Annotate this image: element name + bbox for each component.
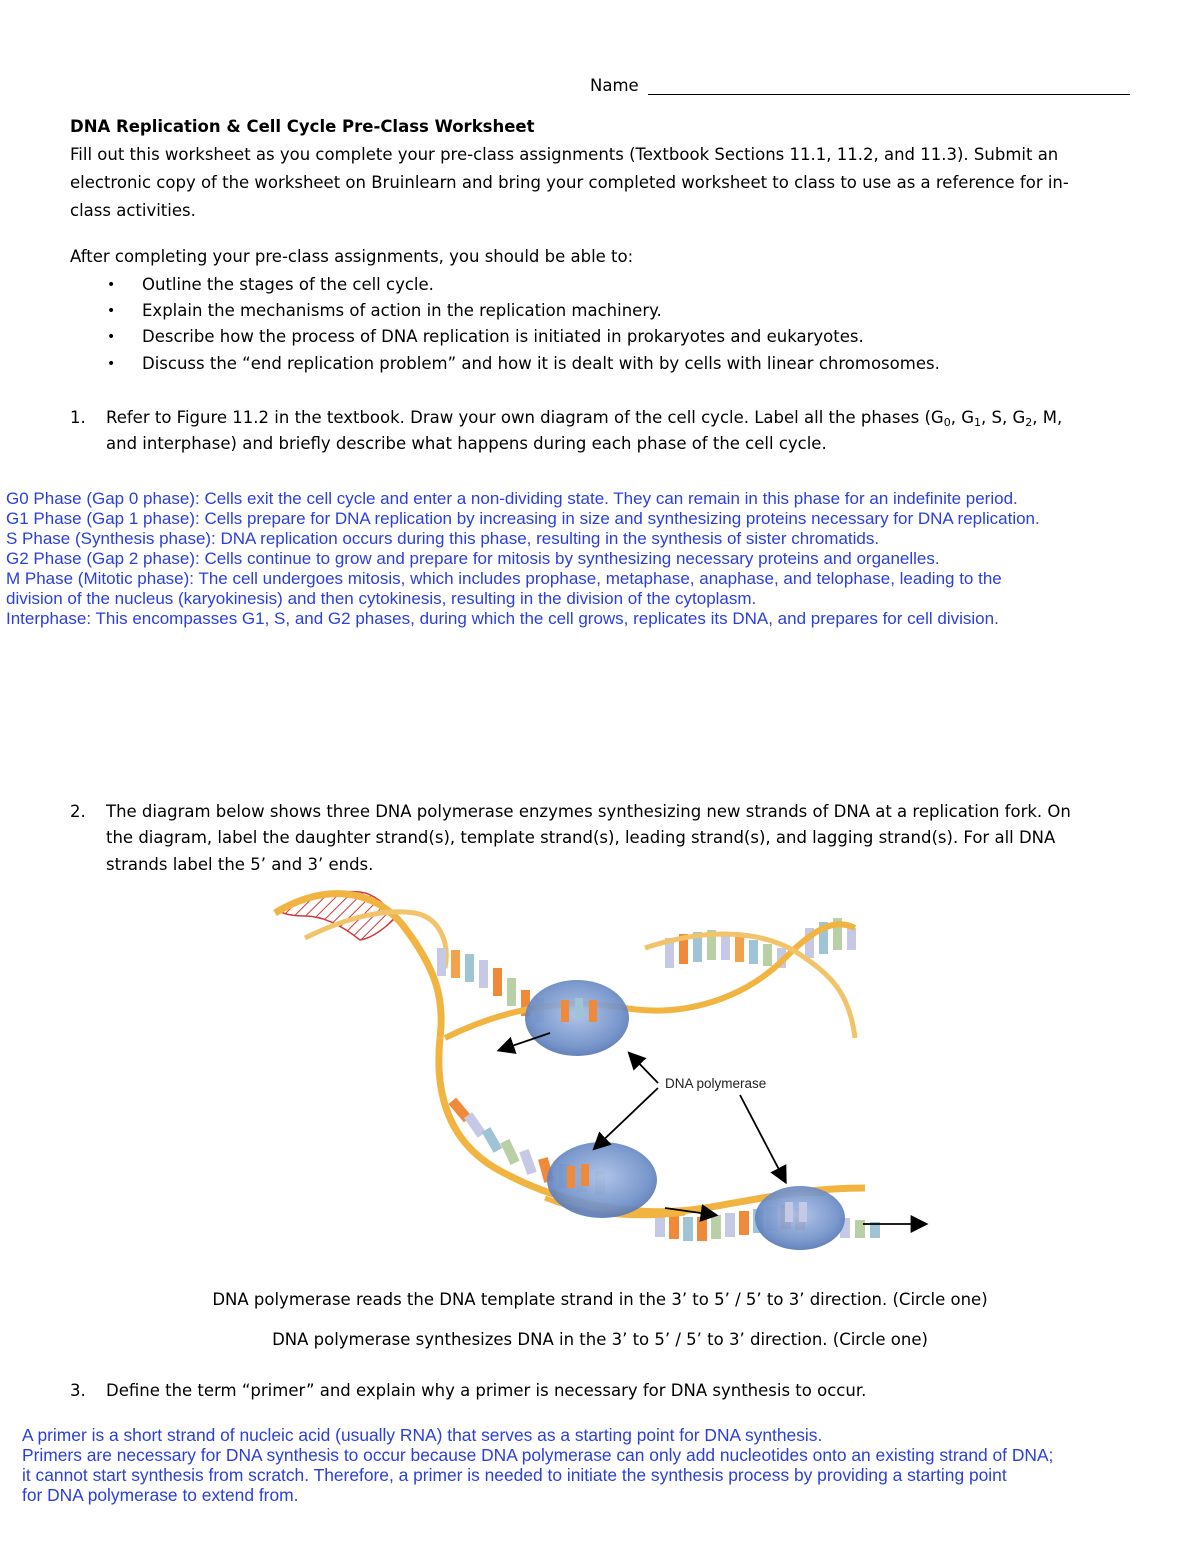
bullet-icon: • [107, 329, 116, 345]
objective-item: Discuss the “end replication problem” and how it is dealt with by cells with linear chromosomes. [142, 354, 940, 373]
answer-1-line: G2 Phase (Gap 2 phase): Cells continue to grow and prepare for mitosis by synthesizing necessary proteins and organelles. [6, 549, 940, 568]
answer-3-line: A primer is a short strand of nucleic acid (usually RNA) that serves as a starting point for DNA synthesis. [22, 1425, 823, 1445]
dna-polymerase-label: DNA polymerase [665, 1076, 767, 1091]
bullet-icon: • [107, 356, 116, 372]
question-1-number: 1. [70, 408, 86, 427]
question-3-text: Define the term “primer” and explain why a primer is necessary for DNA synthesis to occur. [106, 1381, 867, 1400]
worksheet-title: DNA Replication & Cell Cycle Pre-Class Worksheet [70, 117, 535, 136]
question-2-line: strands label the 5’ and 3’ ends. [106, 855, 374, 874]
name-label: Name [590, 76, 639, 95]
question-1-line-2: and interphase) and briefly describe what happens during each phase of the cell cycle. [106, 434, 827, 453]
question-2-line: the diagram, label the daughter strand(s), template strand(s), leading strand(s), and lagging strand(s). For all DNA [106, 828, 1056, 847]
intro-line-3: class activities. [70, 201, 196, 220]
intro-line-2: electronic copy of the worksheet on Bruinlearn and bring your completed worksheet to class to use as a reference for in- [70, 173, 1069, 192]
answer-3-line: Primers are necessary for DNA synthesis to occur because DNA polymerase can only add nucleotides onto an existing strand of DNA; [22, 1445, 1054, 1465]
answer-1-line: G0 Phase (Gap 0 phase): Cells exit the cell cycle and enter a non-dividing state. They can remain in this phase for an indefinite period. [6, 489, 1018, 508]
question-2-number: 2. [70, 802, 86, 821]
answer-1-line: Interphase: This encompasses G1, S, and G2 phases, during which the cell grows, replicates its DNA, and prepares for cell division. [6, 609, 999, 628]
bullet-icon: • [107, 277, 116, 293]
question-3-number: 3. [70, 1381, 86, 1400]
answer-1-line: M Phase (Mitotic phase): The cell undergoes mitosis, which includes prophase, metaphase, anaphase, and telophase, leading to the [6, 569, 1002, 588]
reads-direction-question[interactable]: DNA polymerase reads the DNA template strand in the 3’ to 5’ / 5’ to 3’ direction. (Circle one) [212, 1290, 988, 1309]
dna-polymerase-enzyme [755, 1186, 845, 1250]
objectives-heading: After completing your pre-class assignments, you should be able to: [70, 247, 634, 266]
replication-fork-figure [265, 888, 935, 1263]
answer-1-line: S Phase (Synthesis phase): DNA replication occurs during this phase, resulting in the synthesis of sister chromatids. [6, 529, 880, 548]
name-blank-line[interactable] [648, 94, 1130, 95]
label-pointer-arrow [740, 1095, 785, 1181]
question-1-line-1: Refer to Figure 11.2 in the textbook. Draw your own diagram of the cell cycle. Label all the phases ($G_0$, $G_1$, S, $G_2$, M, [106, 408, 1063, 429]
answer-1-line: G1 Phase (Gap 1 phase): Cells prepare for DNA replication by increasing in size and synthesizing proteins necessary for DNA replication. [6, 509, 1040, 528]
label-pointer-arrow [630, 1054, 658, 1083]
label-pointer-arrow [595, 1088, 658, 1148]
base-pairs-upper [437, 918, 856, 1022]
objective-item: Outline the stages of the cell cycle. [142, 275, 434, 294]
intro-line-1: Fill out this worksheet as you complete your pre-class assignments (Textbook Sections 11.1, 11.2, and 11.3). Submit an [70, 145, 1059, 164]
dna-polymerase-enzyme [547, 1142, 657, 1218]
upper-daughter-strand [445, 924, 855, 1038]
synthesizes-direction-question[interactable]: DNA polymerase synthesizes DNA in the 3’ to 5’ / 5’ to 3’ direction. (Circle one) [272, 1330, 928, 1349]
answer-3-line: it cannot start synthesis from scratch. Therefore, a primer is needed to initiate the synthesis process by providing a starting point [22, 1465, 1007, 1485]
objective-item: Explain the mechanisms of action in the replication machinery. [142, 301, 662, 320]
answer-3-line: for DNA polymerase to extend from. [22, 1485, 299, 1505]
objective-item: Describe how the process of DNA replication is initiated in prokaryotes and eukaryotes. [142, 327, 864, 346]
dna-polymerase-enzyme [525, 980, 629, 1056]
answer-1-line: division of the nucleus (karyokinesis) and then cytokinesis, resulting in the division of the cytoplasm. [6, 589, 757, 608]
bullet-icon: • [107, 303, 116, 319]
question-2-line: The diagram below shows three DNA polymerase enzymes synthesizing new strands of DNA at a replication fork. On [106, 802, 1071, 821]
